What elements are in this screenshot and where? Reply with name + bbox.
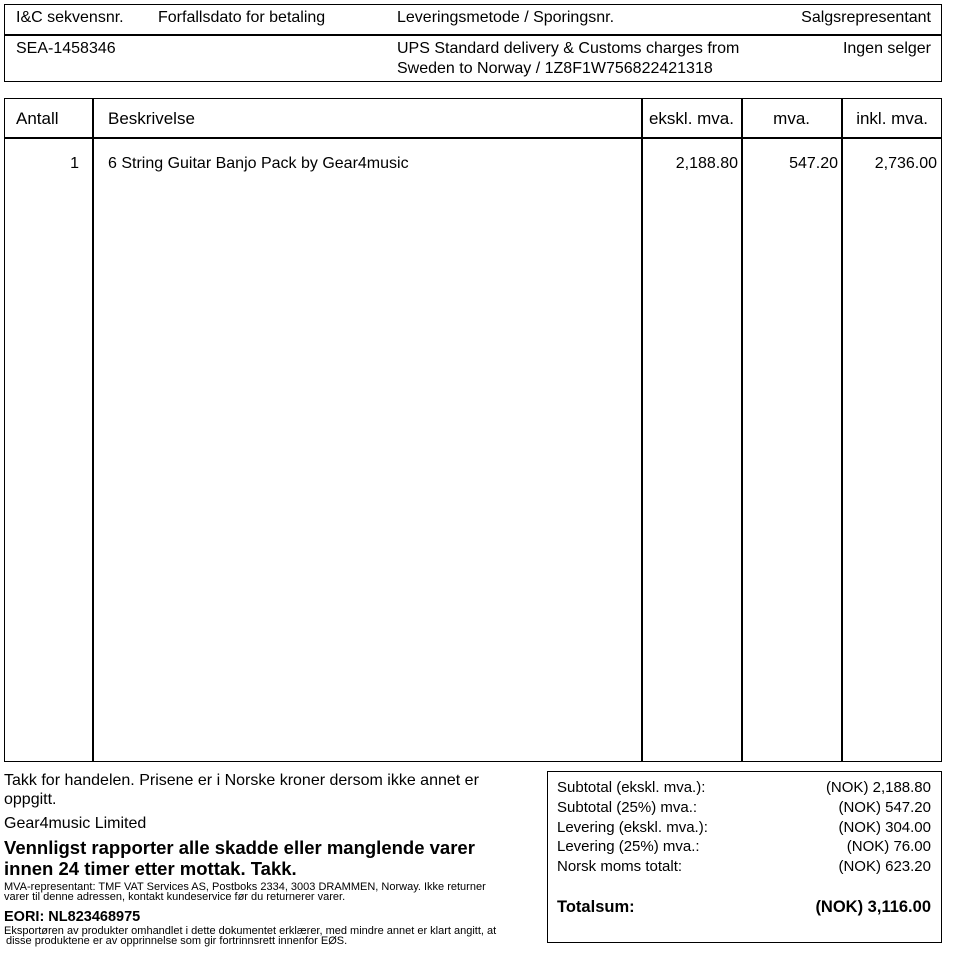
totals-label-delivery-excl: Levering (ekskl. mva.):: [557, 819, 708, 836]
col-header-excl-vat: ekskl. mva.: [648, 109, 734, 128]
col-header-vat: mva.: [773, 109, 810, 128]
row-quantity: 1: [70, 155, 79, 172]
export-declaration-line2: disse produktene er av opprinnelse som gir fortrinnsrett innenfor EØS.: [6, 935, 348, 947]
row-description: 6 String Guitar Banjo Pack by Gear4music: [108, 155, 409, 172]
shipping-method-value-line1: UPS Standard delivery & Customs charges from: [397, 40, 740, 57]
totals-value-delivery-excl: (NOK) 304.00: [838, 819, 931, 836]
tracking-number-value: Sweden to Norway / 1Z8F1W756822421318: [397, 60, 713, 77]
grand-total-label: Totalsum:: [557, 898, 635, 916]
totals-value-norwegian-vat: (NOK) 623.20: [838, 858, 931, 875]
row-incl-vat: 2,736.00: [874, 155, 937, 172]
seq-number-label: I&C sekvensnr.: [16, 9, 124, 26]
damage-report-notice-line2: innen 24 timer etter mottak. Takk.: [4, 858, 297, 879]
vat-representative-line1: MVA-representant: TMF VAT Services AS, Postboks 2334, 3003 DRAMMEN, Norway. Ikke returner: [4, 881, 486, 893]
sales-rep-label: Salgsrepresentant: [801, 9, 931, 26]
items-header-divider: [4, 137, 942, 139]
totals-label-delivery-vat: Levering (25%) mva.:: [557, 838, 700, 855]
damage-report-notice-line1: Vennligst rapporter alle skadde eller manglende varer: [4, 837, 475, 858]
sales-rep-value: Ingen selger: [842, 40, 931, 57]
export-declaration-line1: Eksportøren av produkter omhandlet i dette dokumentet erklærer, med mindre annet er klart angitt, at: [4, 925, 497, 937]
vat-representative-line2: varer til denne adressen, kontakt kundeservice før du returnerer varer.: [4, 891, 346, 903]
totals-value-subtotal-vat: (NOK) 547.20: [838, 799, 931, 816]
totals-label-subtotal-vat: Subtotal (25%) mva.:: [557, 799, 698, 816]
thanks-text-line2: oppgitt.: [4, 791, 57, 808]
row-vat: 547.20: [789, 155, 838, 172]
totals-value-delivery-vat: (NOK) 76.00: [846, 838, 931, 855]
eori-number: EORI: NL823468975: [4, 909, 141, 925]
col-header-description: Beskrivelse: [108, 109, 195, 128]
thanks-text-line1: Takk for handelen. Prisene er i Norske kroner dersom ikke annet er: [4, 772, 479, 789]
totals-label-norwegian-vat: Norsk moms totalt:: [557, 858, 683, 875]
company-name: Gear4music Limited: [4, 815, 147, 832]
order-info-divider: [4, 34, 942, 36]
items-table: [4, 98, 942, 762]
col-header-quantity: Antall: [16, 109, 59, 128]
col-header-incl-vat: inkl. mva.: [856, 109, 928, 128]
seq-number-value: SEA-1458346: [16, 40, 116, 57]
column-divider: [92, 98, 94, 762]
column-divider: [641, 98, 643, 762]
column-divider: [841, 98, 843, 762]
totals-value-subtotal-excl: (NOK) 2,188.80: [825, 779, 931, 796]
totals-label-subtotal-excl: Subtotal (ekskl. mva.):: [557, 779, 706, 796]
grand-total-value: (NOK) 3,116.00: [815, 898, 931, 916]
due-date-label: Forfallsdato for betaling: [158, 9, 326, 26]
shipping-method-label: Leveringsmetode / Sporingsnr.: [397, 9, 615, 26]
row-excl-vat: 2,188.80: [675, 155, 738, 172]
column-divider: [741, 98, 743, 762]
